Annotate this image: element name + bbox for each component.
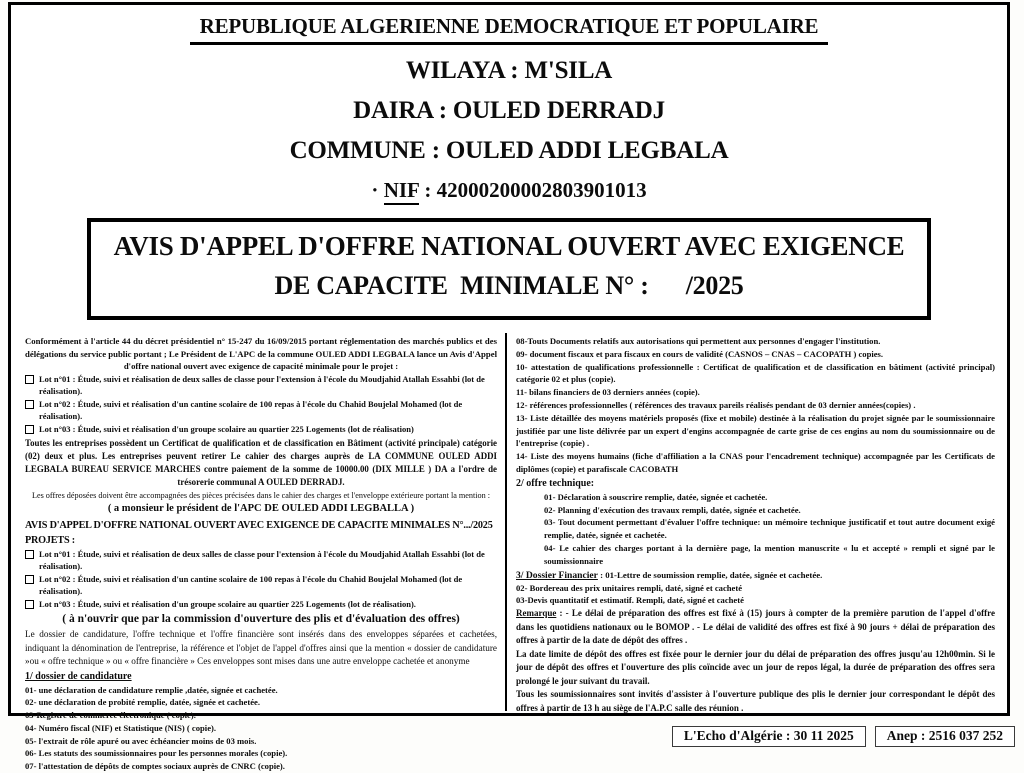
lot-item xyxy=(25,373,497,398)
section-dossier-financier xyxy=(516,569,995,582)
republic-title: REPUBLIQUE ALGERIENNE DEMOCRATIQUE ET POPULAIRE xyxy=(190,14,829,45)
lot-text: Lot n°01 : Étude, suivi et réalisation de deux salles de classe pour l'extension à l'école du Moudjahid Atallah Essahbi (lot de réalisation). xyxy=(39,373,485,396)
journal-box: L'Echo d'Algérie : 30 11 2025 xyxy=(672,726,866,747)
checkbox-icon xyxy=(25,425,34,434)
dossier-item: 08-Touts Documents relatifs aux autorisations qui permettent aux personnes d'engager l'institution. xyxy=(516,336,881,346)
candidature-item: 01- une déclaration de candidature remplie ,datée, signée et cachetée. xyxy=(25,684,278,695)
right-column xyxy=(507,333,1007,711)
remarque-paragraph xyxy=(516,607,995,648)
offres-deposees-line: Les offres déposées doivent être accompagnées des pièces précisées dans le cahier des charges et l'enveloppe extérieure portant la mention : xyxy=(31,491,491,500)
dossier-item: 11- bilans financiers de 03 derniers années (copie). xyxy=(516,387,700,398)
enveloppes-paragraph: Le dossier de candidature, l'offre technique et l'offre financière sont insérés dans des enveloppes séparées et cachetées, indiquant la dénomination de l'entreprise, la référence et l'objet de l'appel d'offres ainsi que la mention « dossier de candidature »ou « offre technique » ou « offre financière » Ces enveloppes sont mises dans une autre enveloppe cachetée et anonyme xyxy=(25,629,497,666)
section-offre-technique: 2/ offre technique: xyxy=(516,477,595,489)
financier-item: 03-Devis quantitatif et estimatif. Rempli, daté, signé et cacheté xyxy=(516,595,744,606)
left-column xyxy=(11,333,505,772)
commune-line: COMMUNE : OULED ADDI LEGBALA xyxy=(289,137,729,164)
invitation-paragraph: Tous les soumissionnaires sont invités d'assister à l'ouverture publique des plis le dernier jour correspondant le dépôt des offres à partir de 13 h au siège de l'A.P.C salle des réunion . xyxy=(516,689,995,713)
checkbox-icon xyxy=(25,550,34,559)
tender-title-box xyxy=(87,218,931,320)
intro-paragraph: Conformément à l'article 44 du décret présidentiel n° 15-247 du 16/09/2015 portant réglementation des marchés publics et des délégations du service public portant ; Le Président de L'APC de la commune OULED ADDI LEGBALA lance un Avis d'Appel d'offre national ouvert avec exigence de capacité minimale pour le projet : xyxy=(25,336,497,371)
avis-projets-line: AVIS D'APPEL D'OFFRE NATIONAL OUVERT AVEC EXIGENCE DE CAPACITE MINIMALES N°.../2025 PROJETS : xyxy=(25,519,493,546)
lot-item xyxy=(25,398,497,423)
lot-text: Lot n°02 : Étude, suivi et réalisation d'un cantine scolaire de 100 repas à l'école du Chahid Boujelal Mohamed (lot de réalisation). xyxy=(39,573,463,596)
technique-item: 01- Déclaration à souscrire remplie, datée, signée et cachetée. xyxy=(544,491,768,502)
daira-line: DAIRA : OULED DERRADJ xyxy=(353,97,665,124)
dossier-item: 09- document fiscaux et para fiscaux en cours de validité (CASNOS – CNAS – CACOPATH ) copies. xyxy=(516,348,884,359)
remarque-label: Remarque xyxy=(516,608,557,619)
mention-line: ( a monsieur le président de l'APC DE OULED ADDI LEGBALLA ) xyxy=(107,502,415,514)
dossier-item: 10- attestation de qualifications professionnelle : Certificat de qualification et de classification en bâtiment (activité principal) catégorie 02 et plus (copie). xyxy=(516,361,995,385)
nif-value: : 42000200002803901013 xyxy=(419,178,647,202)
lot-text: Lot n°02 : Étude, suivi et réalisation d'un cantine scolaire de 100 repas à l'école du Chahid Boujelal Mohamed (lot de réalisation). xyxy=(39,398,463,421)
checkbox-icon xyxy=(25,375,34,384)
dossier-financier-rest: : 01-Lettre de soumission remplie, datée, signée et cachetée. xyxy=(597,569,823,580)
nif-label: NIF xyxy=(384,178,419,205)
lot-item xyxy=(25,598,497,611)
candidature-item: 07- l'attestation de dépôts de comptes sociaux auprès de CNRC (copie). xyxy=(25,761,285,772)
dossier-item: 13- Liste détaillée des moyens matériels proposés (fixe et mobile) destinée à la réalisation du projet signée par le soumissionnaire justifiée par une liste délivrée par un expert d'engins accompagnée de carte grise de ces engins au nom du soumissionnaire ou de l'entreprise (copie) . xyxy=(516,412,995,449)
date-limite-paragraph: La date limite de dépôt des offres est fixée pour le dernier jour du délai de préparation des offres jusqu'au 12h00min. Si le jour de dépôt des offres et l'ouverture des plis coïncide avec un jour de repos légal, la durée de préparation des offres sera prolongé le jour suivant du travail. xyxy=(516,648,995,686)
checkbox-icon xyxy=(25,400,34,409)
technique-item: 02- Planning d'exécution des travaux rempli, datée, signée et cachetée. xyxy=(544,504,801,515)
technique-item: 04- Le cahier des charges portant à la dernière page, la mention manuscrite « lu et accepté » rempli et signé par le soumissionnaire xyxy=(544,542,995,566)
checkbox-icon xyxy=(25,575,34,584)
lot-text: Lot n°01 : Étude, suivi et réalisation de deux salles de classe pour l'extension à l'école du Moudjahid Atallah Essahbi (lot de réalisation). xyxy=(39,548,485,571)
dossier-financier-label: 3/ Dossier Financier xyxy=(516,569,598,581)
offre-technique-list xyxy=(516,491,995,568)
lot-text: Lot n°03 : Étude, suivi et réalisation d'un groupe scolaire au quartier 225 Logements (lot de réalisation). xyxy=(39,598,416,609)
dossier-item: 14- Liste des moyens humains (fiche d'affiliation a la CNAS pour l'encadrement technique) accompagnée par les Certificats de diplômes (copie) et parafiscale CACOBATH xyxy=(516,451,995,474)
retrait-paragraph: Toutes les entreprises possèdent un Certificat de qualification et de classification en Bâtiment (activité principale) catégorie (02) deux et plus. Les entreprises peuvent retirer Le cahier des charges auprès de LA COMMUNE OULED ADDI LEGBALA BUREAU SERVICE MARCHES contre paiement de la somme de 10000.00 (DIX MILLE ) DA a l'ordre de trésorerie communal A OULED DERRADJ. xyxy=(25,438,497,487)
nif-bullet: · xyxy=(371,178,384,202)
footer-stamps xyxy=(672,726,1015,747)
checkbox-icon xyxy=(25,600,34,609)
candidature-item: 06- Les statuts des soumissionnaires pour les personnes morales (copie). xyxy=(25,748,288,759)
wilaya-line: WILAYA : M'SILA xyxy=(405,57,613,84)
nif-line xyxy=(11,178,1007,203)
candidature-item: 02- une déclaration de probité remplie, datée, signée et cachetée. xyxy=(25,697,261,708)
financier-item: 02- Bordereau des prix unitaires rempli, daté, signé et cacheté xyxy=(516,582,743,593)
lot-item xyxy=(25,573,497,598)
technique-item: 03- Tout document permettant d'évaluer l'offre technique: un mémoire technique justificatif et tout autre document exigé remplie, datée, signée et cachetée. xyxy=(544,517,995,541)
dossier-item: 12- références professionnelles ( références des travaux pareils réalisés pendant de 03 dernier années(copies) . xyxy=(516,399,916,410)
anep-box: Anep : 2516 037 252 xyxy=(875,726,1015,747)
lot-item xyxy=(25,423,497,436)
section-dossier-candidature: 1/ dossier de candidature xyxy=(25,670,132,682)
remarque-text: : - Le délai de préparation des offres est fixé à (15) jours à compter de la première parution de l'appel d'offre dans les quotidiens nationaux ou le BOMOP . - Le délai de validité des offres est fixé à 90 jours + délai de préparation des offres à partir de la date de dépôt des offres . xyxy=(516,608,995,646)
lot-item xyxy=(25,548,497,573)
lot-text: Lot n°03 : Étude, suivi et réalisation d'un groupe scolaire au quartier 225 Logements (lot de réalisation) xyxy=(39,423,414,434)
tender-title-line1: AVIS D'APPEL D'OFFRE NATIONAL OUVERT AVEC EXIGENCE xyxy=(113,231,905,261)
candidature-item: 05- l'extrait de rôle apuré ou avec échéancier moins de 03 mois. xyxy=(25,735,257,746)
tender-title-line2: DE CAPACITE MINIMALE N° : /2025 xyxy=(274,271,744,300)
document-header xyxy=(11,5,1007,203)
ouverture-plis-line: ( à n'ouvrir que par la commission d'ouverture des plis et d'évaluation des offres) xyxy=(62,613,460,625)
candidature-item: 04- Numéro fiscal (NIF) et Statistique (NIS) ( copie). xyxy=(25,722,217,733)
candidature-item: 03-Registre de commerce électronique ( copie). xyxy=(25,710,196,721)
